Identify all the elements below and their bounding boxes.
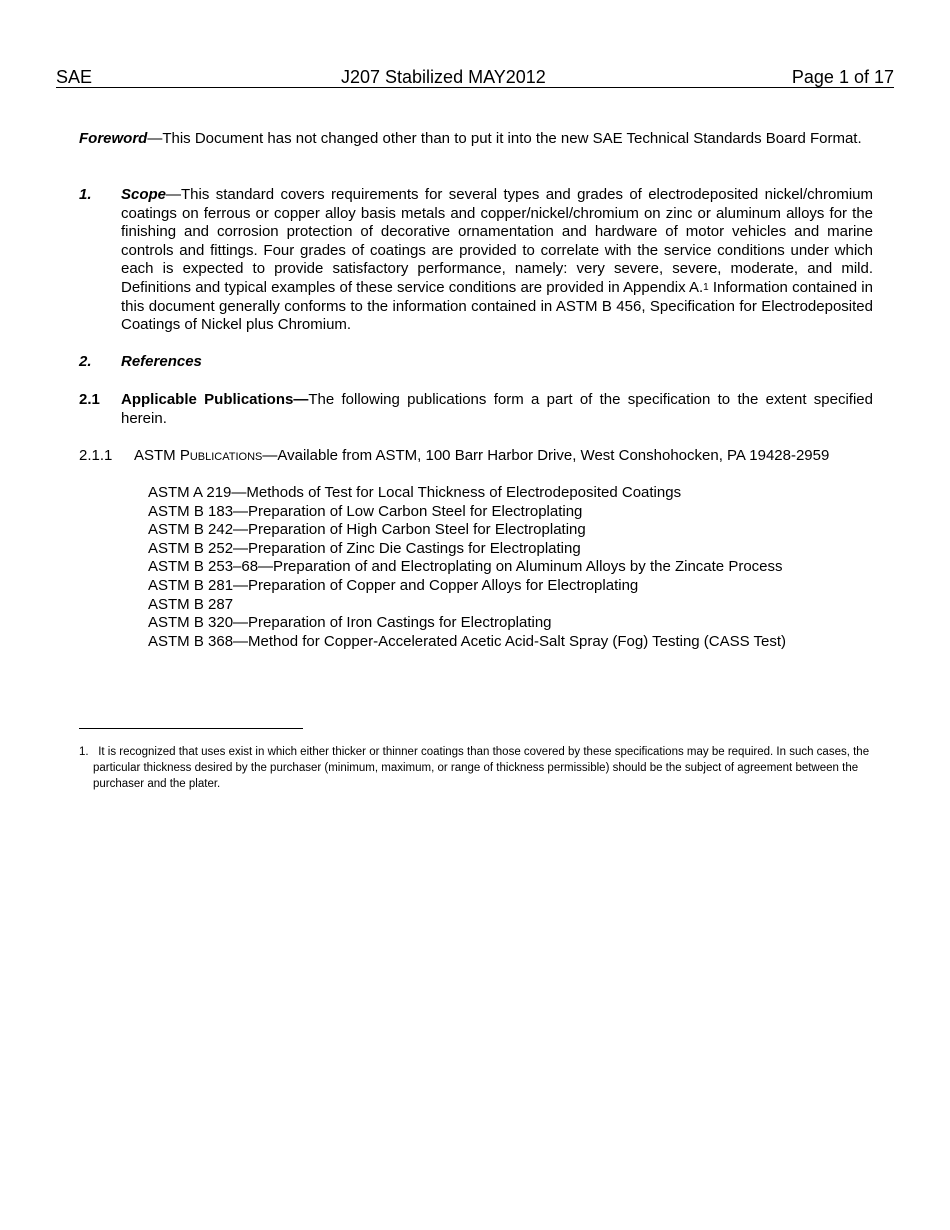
reference-item: ASTM B 252—Preparation of Zinc Die Castings for Electroplating [148, 539, 581, 557]
reference-item: ASTM B 287 [148, 595, 234, 613]
applicable-text: The following publications form a part of the specification to the extent specified herein. [121, 391, 873, 427]
footnote-text: It is recognized that uses exist in which either thicker or thinner coatings than those covered by these specifications may be required. In such cases, the particular thickness desired by the purchaser (minimum, maximum, or range of thickness permissible) should be the subject of agreement between the purchaser and the plater. [93, 746, 870, 790]
scope-text-1: —This standard covers requirements for several types and grades of electrodeposited nickel/chromium coatings on ferrous or copper alloy basis metals and copper/nickel/chromium on zinc or aluminum alloys for the finishing and corrosion protection of decorative ornamentation and hardware of motor vehicles and marine controls and fittings. Four grades of coatings are provided to correlate with the service conditions under which each is expected to provide satisfactory performance, namely: very severe, severe, moderate, and mild. Definitions and typical examples of these service conditions are provided in Appendix A. [121, 186, 873, 296]
foreword-paragraph [79, 130, 887, 149]
reference-item: ASTM B 183—Preparation of Low Carbon Steel for Electroplating [148, 502, 583, 520]
scope-paragraph [121, 186, 873, 335]
astm-number: 2.1.1 [79, 447, 113, 464]
astm-label-smallcaps: Publications [179, 447, 263, 464]
footnote [79, 745, 887, 792]
reference-item: ASTM B 242—Preparation of High Carbon Steel for Electroplating [148, 521, 586, 539]
foreword-label: Foreword [79, 130, 148, 147]
foreword-text: —This Document has not changed other than to put it into the new SAE Technical Standards Board Format. [147, 130, 862, 147]
scope-label: Scope [121, 186, 167, 203]
footnote-number: 1. [79, 746, 89, 758]
references-heading: References [121, 353, 202, 370]
astm-reference-list [148, 484, 786, 651]
reference-item: ASTM B 253–68—Preparation of and Electroplating on Aluminum Alloys by the Zincate Process [148, 558, 783, 576]
scope-number: 1. [79, 186, 92, 203]
applicable-label: Applicable Publications— [121, 391, 309, 408]
reference-item: ASTM A 219—Methods of Test for Local Thickness of Electrodeposited Coatings [148, 484, 682, 501]
footnote-reference[interactable]: 1 [703, 281, 709, 293]
references-number: 2. [79, 353, 92, 370]
scope-text-2: Information contained in this document generally conforms to the information contained in ASTM B 456, Specification for Electrodeposited Coatings of Nickel plus Chromium. [121, 278, 873, 334]
reference-item: ASTM B 368—Method for Copper-Accelerated Acetic Acid-Salt Spray (Fog) Testing (CASS Test) [148, 632, 787, 650]
astm-text: —Available from ASTM, 100 Barr Harbor Drive, West Conshohocken, PA 19428-2959 [262, 447, 830, 464]
applicable-number: 2.1 [79, 391, 100, 408]
astm-label-prefix: ASTM [134, 447, 180, 464]
applicable-paragraph [121, 391, 873, 428]
page-header [56, 67, 894, 88]
reference-item: ASTM B 320—Preparation of Iron Castings for Electroplating [148, 614, 552, 632]
header-page-number: Page 1 of 17 [791, 67, 894, 87]
reference-item: ASTM B 281—Preparation of Copper and Copper Alloys for Electroplating [148, 576, 639, 594]
header-doc-id: J207 Stabilized MAY2012 [341, 67, 546, 87]
footnote-divider [79, 728, 303, 729]
header-org: SAE [56, 67, 93, 87]
astm-paragraph [134, 447, 829, 466]
